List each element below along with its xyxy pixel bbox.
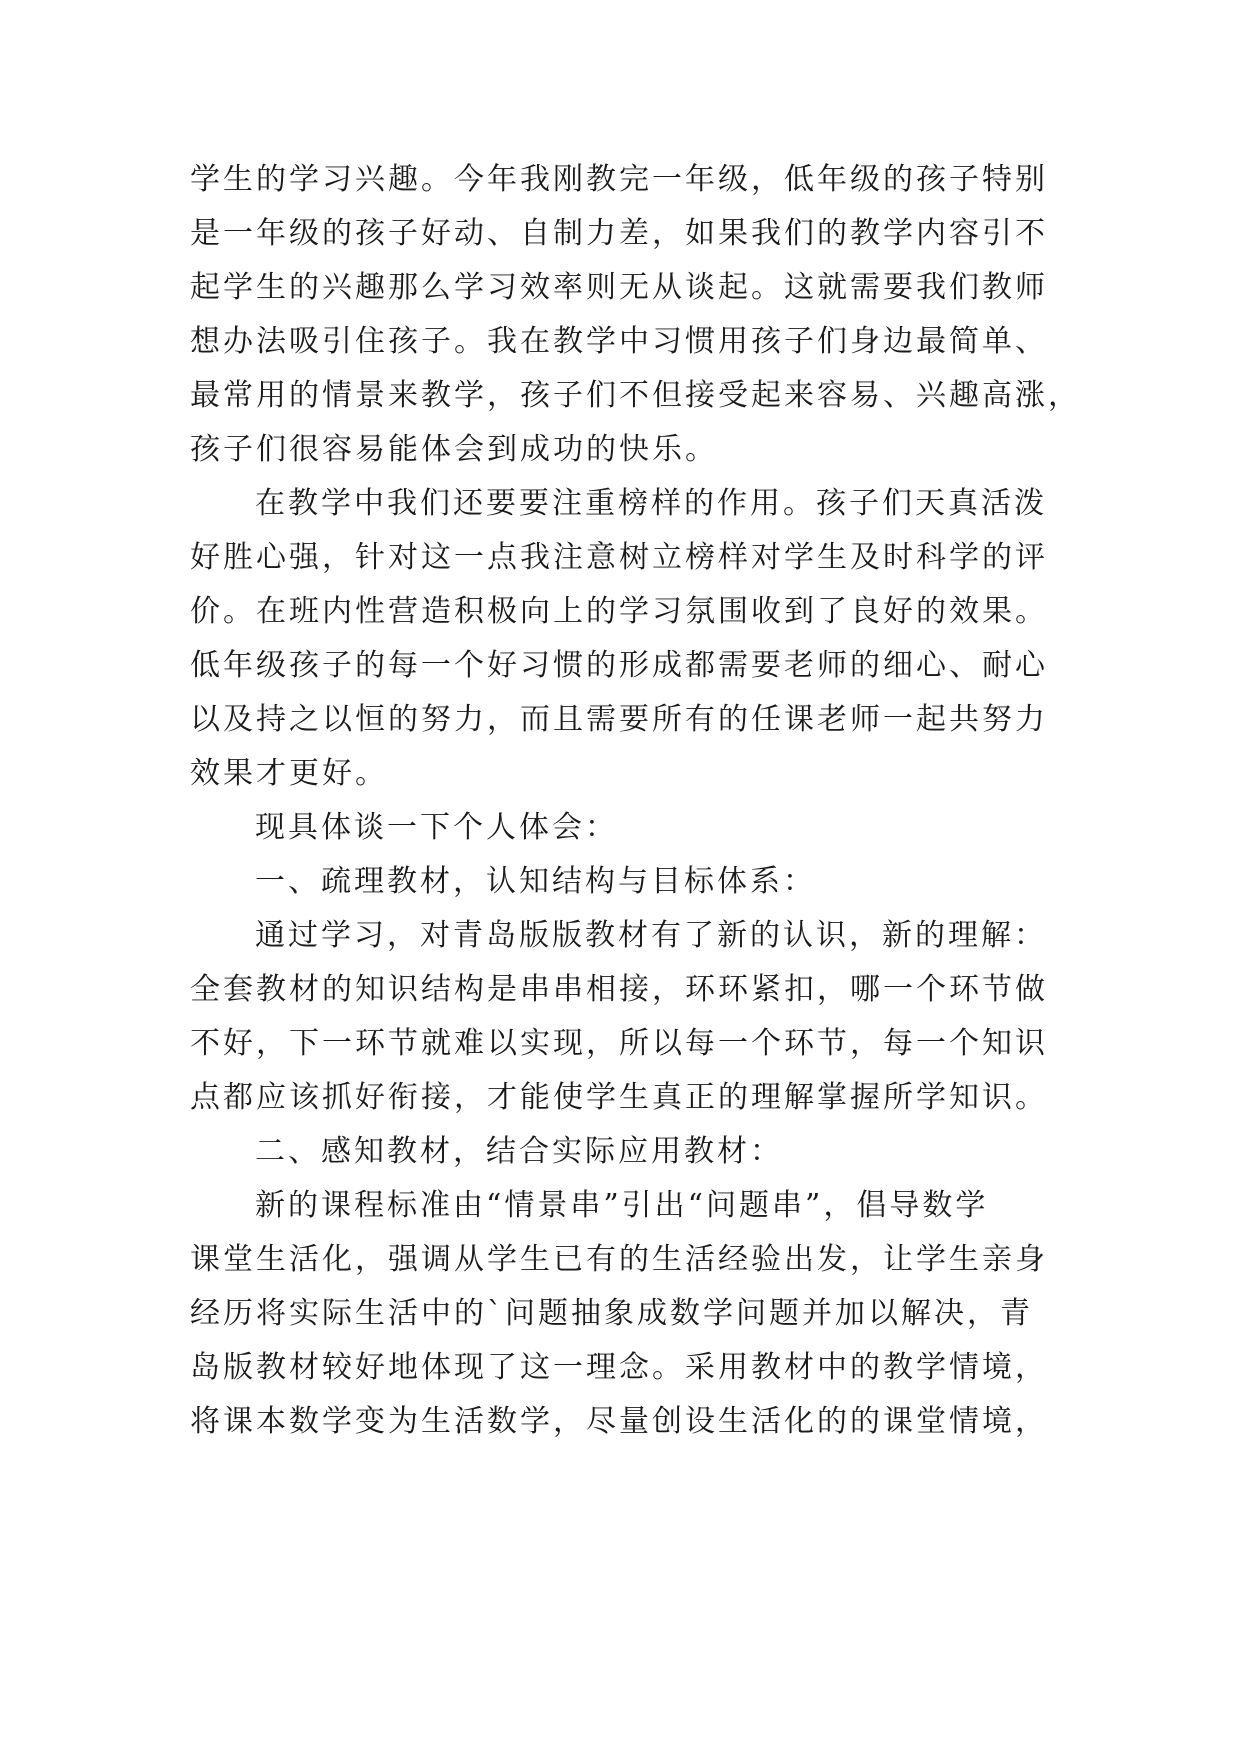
text-line: 以及持之以恒的努力，而且需要所有的任课老师一起共努力: [190, 702, 1048, 737]
text-line: 学生的学习兴趣。今年我刚教完一年级，低年级的孩子特别: [190, 162, 1048, 197]
text-line: 全套教材的知识结构是串串相接，环环紧扣，哪一个环节做: [190, 972, 1048, 1007]
text-line: 想办法吸引住孩子。我在教学中习惯用孩子们身边最简单、: [190, 324, 1048, 359]
section-heading: 二、感知教材，结合实际应用教材：: [255, 1134, 783, 1169]
text-line: 新的课程标准由“情景串”引出“问题串”，倡导数学: [255, 1188, 989, 1223]
text-line: 点都应该抓好衔接，才能使学生真正的理解掌握所学知识。: [190, 1080, 1048, 1115]
text-line: 是一年级的孩子好动、自制力差，如果我们的教学内容引不: [190, 216, 1048, 251]
text-line: 经历将实际生活中的`问题抽象成数学问题并加以解决，青: [190, 1296, 1033, 1331]
text-line: 起学生的兴趣那么学习效率则无从谈起。这就需要我们教师: [190, 270, 1048, 305]
text-line: 好胜心强，针对这一点我注意树立榜样对学生及时科学的评: [190, 540, 1048, 575]
text-line: 价。在班内性营造积极向上的学习氛围收到了良好的效果。: [190, 594, 1048, 629]
text-line: 孩子们很容易能体会到成功的快乐。: [190, 432, 718, 467]
text-line: 岛版教材较好地体现了这一理念。采用教材中的教学情境，: [190, 1350, 1048, 1385]
text-line: 将课本数学变为生活数学，尽量创设生活化的的课堂情境，: [190, 1404, 1048, 1439]
text-line: 现具体谈一下个人体会：: [255, 810, 618, 845]
text-line: 效果才更好。: [190, 756, 388, 791]
text-line: 低年级孩子的每一个好习惯的形成都需要老师的细心、耐心: [190, 648, 1048, 683]
text-line: 不好，下一环节就难以实现，所以每一个环节，每一个知识: [190, 1026, 1048, 1061]
text-line: 通过学习，对青岛版版教材有了新的认识，新的理解：: [255, 918, 1047, 953]
section-heading: 一、疏理教材，认知结构与目标体系：: [255, 864, 816, 899]
text-line: 最常用的情景来教学，孩子们不但接受起来容易、兴趣高涨，: [190, 378, 1081, 413]
text-line: 在教学中我们还要要注重榜样的作用。孩子们天真活泼: [255, 486, 1047, 521]
text-line: 课堂生活化，强调从学生已有的生活经验出发，让学生亲身: [190, 1242, 1048, 1277]
